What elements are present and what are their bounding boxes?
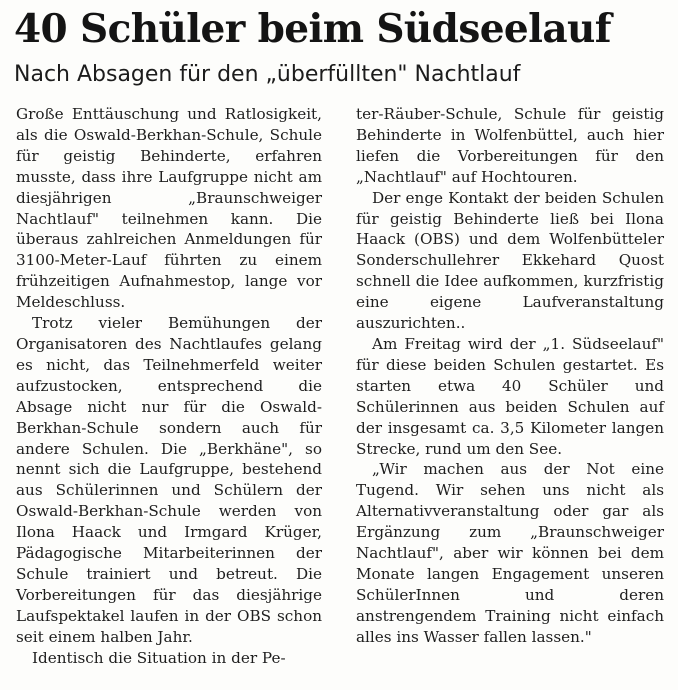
- article-column-left: [16, 104, 322, 668]
- paragraph-intro: Große Enttäuschung und Ratlosigkeit, als die Oswald-Berkhan-Schule, Schule für geistig Behinderte, erfahren musste, dass ihre Laufgruppe nicht am diesjährigen „Braunschweiger Nachtlauf" teilnehmen kann. Die überaus zahlreichen Anmeldungen für 3100-Meter-Lauf führten zu einem frühzeitigen Aufnahmestop, lange vor Meldeschluss.: [16, 105, 322, 312]
- article-subheadline: Nach Absagen für den „überfüllten" Nachtlauf: [14, 62, 521, 87]
- paragraph-quote: „Wir machen aus der Not eine Tugend. Wir sehen uns nicht als Alternativveranstaltung oder gar als Ergänzung zum „Braunschweiger Nachtlauf", aber wir können bei dem Monate langen Engagement unseren SchülerInnen und deren anstrengendem Training nicht einfach alles ins Wasser fallen lassen.": [356, 460, 664, 646]
- article-column-right: [356, 104, 664, 648]
- paragraph-situation-start: Identisch die Situation in der Pe-: [32, 648, 286, 667]
- article-headline: 40 Schüler beim Südseelauf: [14, 6, 611, 52]
- paragraph-friday-run: Am Freitag wird der „1. Südseelauf" für diese beiden Schulen gestartet. Es starten etwa 40 Schüler und Schülerinnen aus beiden Schulen auf der insgesamt ca. 3,5 Kilometer langen Strecke, rund um den See.: [356, 334, 664, 458]
- paragraph-contact: Der enge Kontakt der beiden Schulen für geistig Behinderte ließ bei Ilona Haack (OBS) und dem Wolfenbütteler Sonderschullehrer Ekkehard Quost schnell die Idee aufkommen, kurzfristig eine eigene Laufveranstaltung auszurichten..: [356, 188, 664, 333]
- paragraph-organizers: Trotz vieler Bemühungen der Organisatoren des Nachtlaufes gelang es nicht, das Teilnehmerfeld weiter aufzustocken, entsprechend die Absage nicht nur für die Oswald-Berkhan-Schule sondern auch für andere Schulen. Die „Berkhäne", so nennt sich die Laufgruppe, bestehend aus Schülerinnen und Schülern der Oswald-Berkhan-Schule werden von Ilona Haack und Irmgard Krüger, Pädagogische Mitarbeiterinnen der Schule trainiert und betreut. Die Vorbereitungen für das diesjährige Laufspektakel laufen in der OBS schon seit einem halben Jahr.: [16, 314, 322, 646]
- paragraph-situation-continued: ter-Räuber-Schule, Schule für geistig Behinderte in Wolfenbüttel, auch hier liefen die Vorbereitungen für den „Nachtlauf" auf Hochtouren.: [356, 105, 664, 186]
